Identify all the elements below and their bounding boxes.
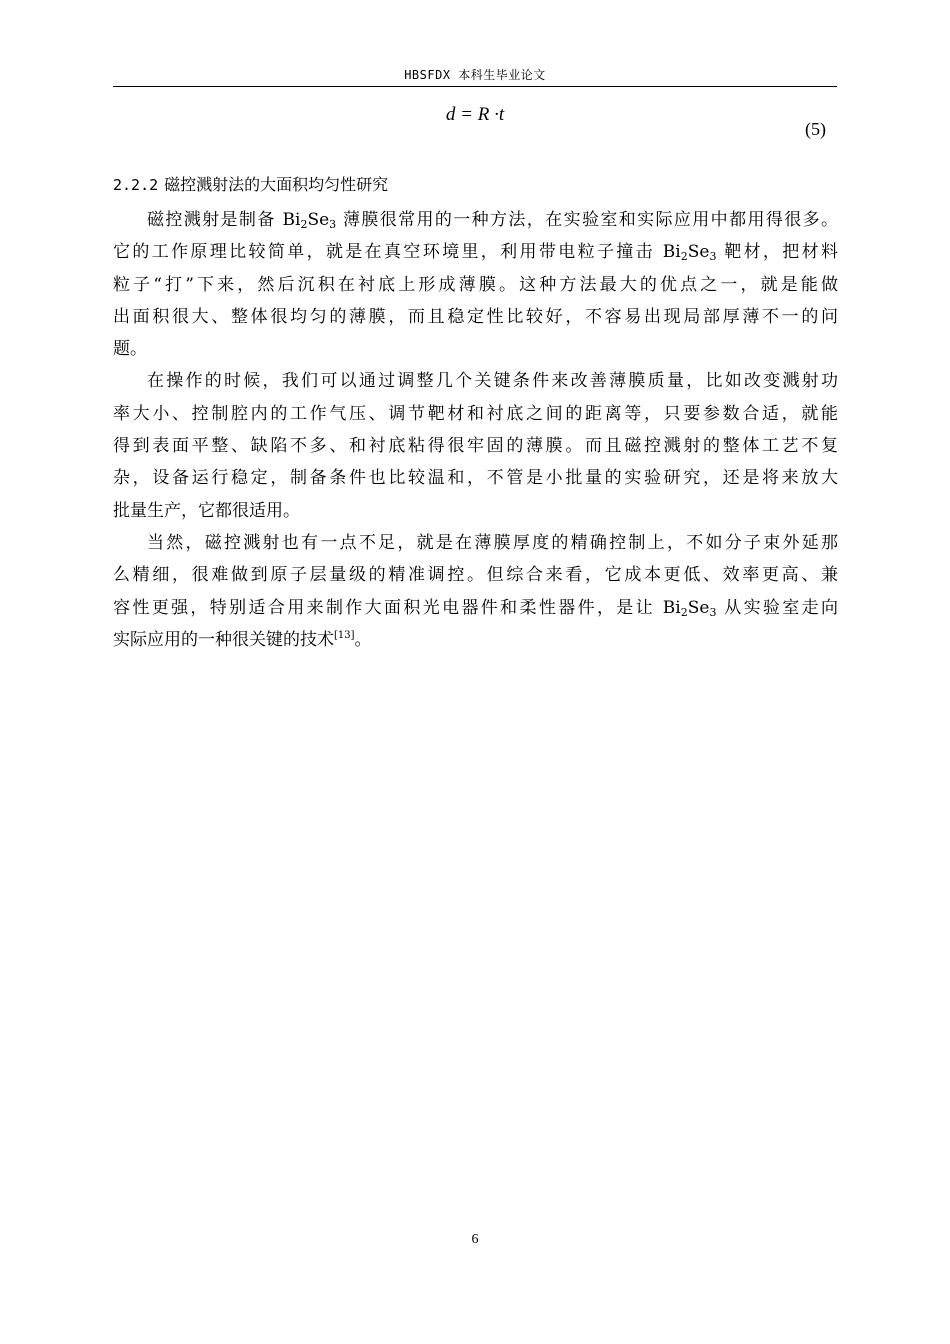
paragraph xyxy=(113,527,838,656)
paragraph xyxy=(113,365,838,526)
text-line: 实际应用的一种很关键的技术[13]。 xyxy=(113,629,372,650)
text-line: 它的工作原理比较简单，就是在真空环境里，利用带电粒子撞击 $Bi_2Se_3$ 靶材，把材料 xyxy=(113,242,839,264)
section-number: 2.2.2 xyxy=(113,176,159,194)
text-line: 粒子“打”下来，然后沉积在衬底上形成薄膜。这种方法最大的优点之一，就是能做 xyxy=(113,274,838,295)
text-line: 杂，设备运行稳定，制备条件也比较温和，不管是小批量的实验研究，还是将来放大 xyxy=(113,468,838,489)
section-title: 磁控溅射法的大面积均匀性研究 xyxy=(164,175,389,194)
text-line: 在操作的时候，我们可以通过调整几个关键条件来改善薄膜质量，比如改变溅射功 xyxy=(147,371,838,392)
text-line: 出面积很大、整体很均匀的薄膜，而且稳定性比较好，不容易出现局部厚薄不一的问 xyxy=(113,306,838,327)
paragraph xyxy=(113,204,838,365)
text-line: 当然，磁控溅射也有一点不足，就是在薄膜厚度的精确控制上，不如分子束外延那 xyxy=(147,532,838,553)
body-text xyxy=(113,204,838,656)
citation: [13] xyxy=(334,629,355,641)
text-line: 率大小、控制腔内的工作气压、调节靶材和衬底之间的距离等，只要参数合适，就能 xyxy=(113,403,838,424)
text-line: 得到表面平整、缺陷不多、和衬底粘得很牢固的薄膜。而且磁控溅射的整体工艺不复 xyxy=(113,436,838,457)
text-line: 批量生产，它都很适用。 xyxy=(113,500,300,521)
running-header: HBSFDX 本科生毕业论文 xyxy=(404,68,546,82)
equation-number: (5) xyxy=(805,119,826,139)
equation: d = R ·t xyxy=(445,104,505,125)
section-heading xyxy=(113,172,388,195)
page-number: 6 xyxy=(471,1232,479,1247)
text-line: 容性更强，特别适合用来制作大面积光电器件和柔性器件，是让 $Bi_2Se_3$ 从实验室走向 xyxy=(113,597,839,619)
header-rule xyxy=(113,86,837,87)
text-line: 么精细，很难做到原子层量级的精准调控。但综合来看，它成本更低、效率更高、兼 xyxy=(113,565,838,586)
text-line: 磁控溅射是制备 $Bi_2Se_3$ 薄膜很常用的一种方法，在实验室和实际应用中都用得很多。 xyxy=(147,210,838,231)
text-line: 题。 xyxy=(113,339,147,360)
